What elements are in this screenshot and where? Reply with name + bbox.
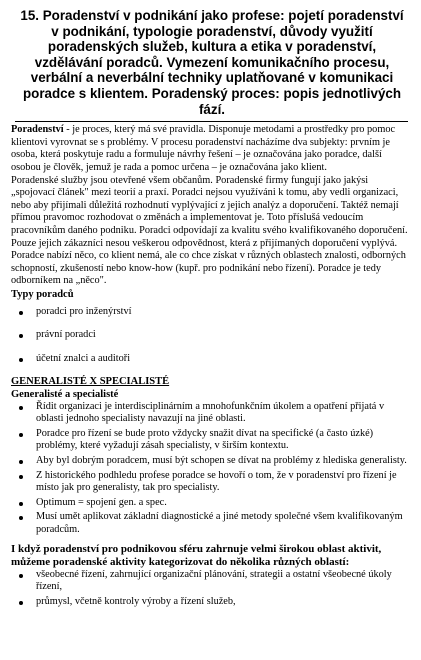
page-title: 15. Poradenství v podnikání jako profese: pojetí poradenství v podnikání, typologie poradenství, důvody využití poradenských služeb, kultura a etika v poradenství, vzdělávání poradců. Vymezení komunikačního procesu, verbální a neverbální techniky uplatňované v komunikaci poradce s klientem. Poradenský proces: popis jednotlivých fází.: [20, 8, 404, 117]
list-item: Aby byl dobrým poradcem, musí být schopen se dívat na problémy z hlediska generalisty.: [11, 455, 413, 468]
types-list: [11, 306, 413, 366]
services-paragraph-2: Poradce nabízí něco, co klient nemá, ale co chce získat v různých oblastech znalosti, odborných schopností, zkušeností nebo know-how (kupř. pro podnikání nebo řízení). Poradce je tedy odborníkem na „něco".: [11, 250, 406, 287]
list-item: poradci pro inženýrství: [11, 306, 413, 319]
generalists-heading: GENERALISTÉ X SPECIALISTÉ: [11, 375, 170, 387]
services-paragraph-1: Poradenské služby jsou otevřené všem občanům. Poradenské firmy fungují jako jakýsi „spojovací článek" mezi teorií a praxí. Poradci nejsou využíváni k tomu, aby vedli organizaci, nebo aby přijímali důležitá rozhodnutí vyplývající z jejich analýz a doporučení. Taktéž nemají přímou pravomoc rozhodovat o změnách a implementovat je. Toto příslušá vedoucím pracovníkům daného podniku. Poradci odpovídají za kvalitu svého kvalifikovaného doporučení. Pouze jejich zákazníci nesou veškerou odpovědnost, která z přijímaných doporučení vyplývá.: [11, 174, 408, 249]
list-item: Musí umět aplikovat základní diagnostické a jiné metody společné všem kvalifikovaným poradcům.: [11, 511, 413, 536]
generalists-subheading: Generalisté a specialisté: [11, 388, 119, 400]
list-item: Z historického podhledu profese poradce se hovoří o tom, že v poradenství pro řízení je místo jak pro generalisty, tak pro specialisty.: [11, 470, 413, 495]
types-heading: Typy poradců: [11, 288, 74, 300]
intro-definition: - je proces, který má své pravidla. Disponuje metodami a prostředky pro pomoc klientovi vyrovnat se s problémy. V procesu poradenství nacházíme dva subjekty: prvním je osoba, která poskytuje radu a formuluje návrhy řešení – je označována jako poradce, další osobou je člověk, jemuž je rada a pomoc určena – je označována jako klient.: [11, 124, 396, 173]
title-divider: [15, 121, 408, 122]
list-item: Optimum = spojení gen. a spec.: [11, 497, 413, 510]
list-item: účetní znalci a auditoři: [11, 353, 413, 366]
list-item: právní poradci: [11, 329, 413, 342]
intro-paragraph: [11, 124, 413, 174]
list-item: všeobecné řízení, zahrnující organizační plánování, strategii a ostatní všeobecné úkoly řízení,: [11, 569, 413, 594]
areas-list: [11, 569, 413, 609]
document-page: [11, 0, 413, 610]
list-item: Poradce pro řízení se bude proto vždycky snažit dívat na specifické (a často úzké) problémy, které vyžadují zásah specialisty, v širším kontextu.: [11, 428, 413, 453]
intro-term: Poradenství: [11, 124, 64, 136]
generalists-list: [11, 401, 413, 537]
list-item: průmysl, včetně kontroly výroby a řízení služeb,: [11, 596, 413, 609]
areas-heading: I když poradenství pro podnikovou sféru zahrnuje velmi širokou oblast aktivit, můžeme poradenské aktivity kategorizovat do několika různých oblastí:: [11, 542, 382, 568]
list-item: Řídit organizaci je interdisciplinárním a mnohofunkčním úkolem a opatření přijatá v oblasti jednoho specialisty navazují na jiné oblasti.: [11, 401, 413, 426]
